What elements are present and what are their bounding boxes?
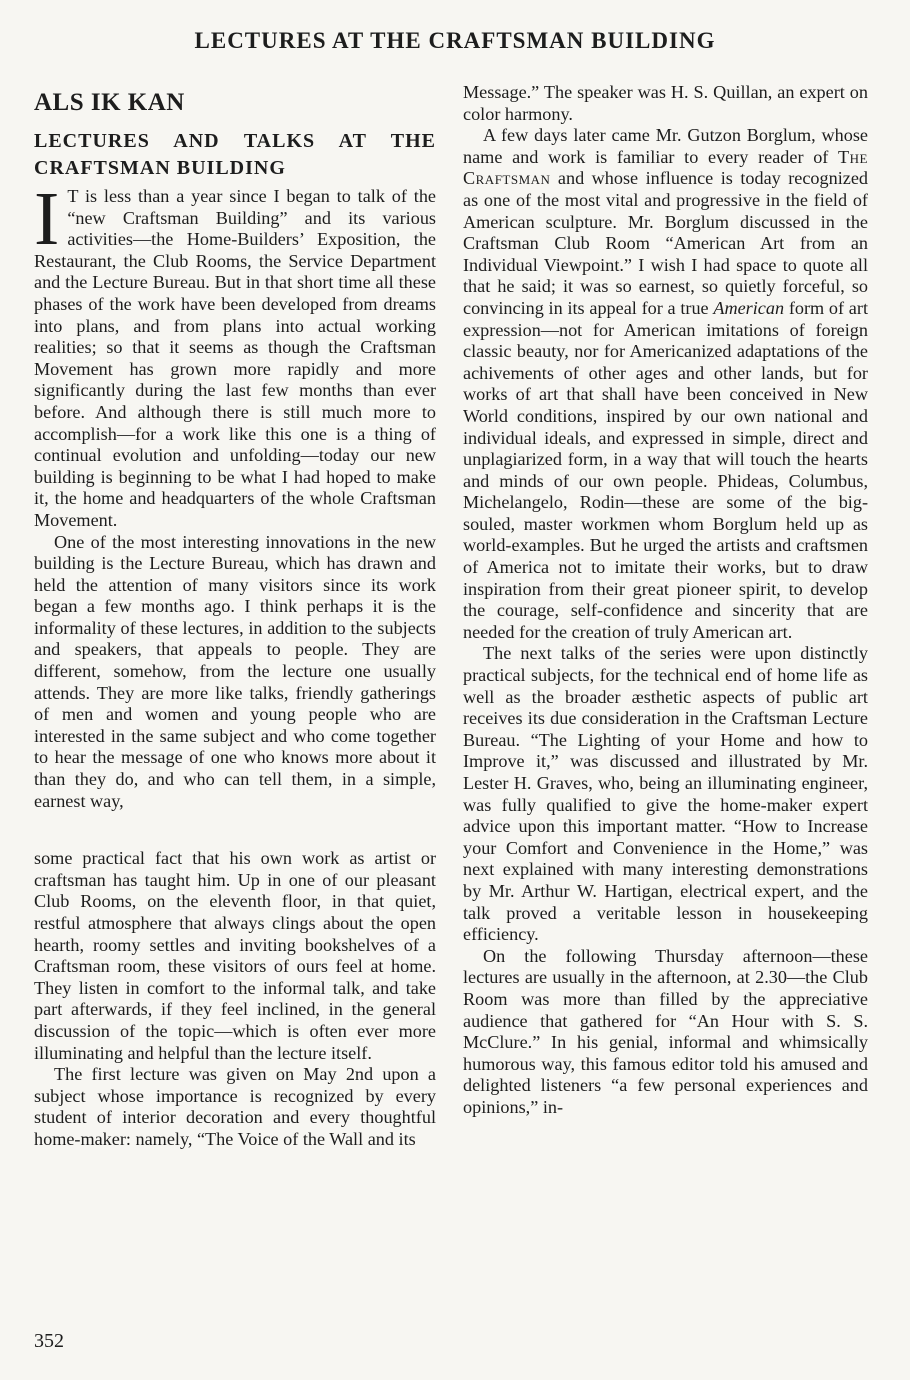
left-column (34, 82, 436, 1151)
article-title: LECTURES AND TALKS AT THE CRAFTSMAN BUILDING (34, 130, 436, 179)
paragraph-1-text: T is less than a year since I began to talk of the “new Craftsman Building” and its various activities—the Home-Builders’ Exposition, the Restaurant, the Club Rooms, the Service Department and the Lecture Bureau. But in that short time all these phases of the work have been developed from dreams into plans, and from plans into actual working realities; so that it seems as though the Craftsman Movement has grown more rapidly and more significantly during the last few months than ever before. And although there is still much more to accomplish—for a work like this one is a thing of continual evolution and unfolding—today our new building is beginning to be what I had hoped to make it, the home and headquarters of the whole Craftsman Movement. (34, 186, 436, 530)
drop-cap: I (34, 177, 60, 261)
paragraph-7: The next talks of the series were upon distinctly practical subjects, for the technical end of home life as well as the broader æsthetic aspects of public art receives its due consideration in the Craftsman Lecture Bureau. “The Lighting of your Home and how to Improve it,” was discussed and illustrated by Mr. Lester H. Graves, who, being an illuminating engineer, was fully qualified to give the home-maker expert advice upon this important matter. “How to Increase your Comfort and Convenience in the Home,” was next explained with many interesting demonstrations by Mr. Arthur W. Hartigan, electrical expert, and the talk proved a veritable lesson in housekeeping efficiency. (463, 643, 868, 945)
paragraph-3: some practical fact that his own work as artist or craftsman has taught him. Up in one of our pleasant Club Rooms, on the eleventh floor, in that quiet, restful atmosphere that always clings about the open hearth, roomy settles and inviting bookshelves of a Craftsman room, these visitors of ours feel at home. They listen in comfort to the informal talk, and take part afterwards, if they feel inclined, in the general discussion of the topic—which is often ever more illuminating and helpful than the lecture itself. (34, 848, 436, 1063)
paragraph-8: On the following Thursday afternoon—these lectures are usually in the afternoon, at 2.30—the Club Room was more than filled by the appreciative audience that gathered for “An Hour with S. S. McClure.” In his genial, informal and whimsically humorous way, this famous editor told his amused and delighted listeners “a few personal experiences and opinions,” in- (463, 945, 868, 1117)
paragraph-6 (463, 125, 868, 643)
article-kicker: ALS IK KAN (34, 89, 185, 116)
paragraph-1 (34, 177, 436, 532)
page-number: 352 (34, 1330, 64, 1352)
paragraph-6-part-b: and whose influence is today recognized as one of the most vital and progressive in the field of American sculpture. Mr. Borglum discussed in the Craftsman Club Room “American Art from an Individual Viewpoint.” I wish I had space to quote all that he said; it was so earnest, so quietly forceful, so convincing in its appeal for a true (463, 168, 868, 318)
paragraph-6-part-a: A few days later came Mr. Gutzon Borglum, whose name and work is familiar to every reader of (463, 125, 868, 167)
paragraph-2: One of the most interesting innovations in the new building is the Lecture Bureau, which has drawn and held the attention of many visitors since its work began a few months ago. I think perhaps it is the informality of these lectures, in addition to the subjects and speakers, that appeals to people. They are different, somehow, from the lecture one usually attends. They are more like talks, friendly gatherings of men and women and young people who are interested in the same subject and who come together to hear the message of one who knows more about it than they do, and who can tell them, in a simple, earnest way, (34, 531, 436, 811)
paragraph-4: The first lecture was given on May 2nd upon a subject whose importance is recognized by every student of interior decoration and every thoughtful home-maker: namely, “The Voice of the Wall and its (34, 1064, 436, 1149)
paragraph-5: Message.” The speaker was H. S. Quillan, an expert on color harmony. (463, 82, 868, 124)
running-head: LECTURES AT THE CRAFTSMAN BUILDING (194, 28, 716, 53)
emphasis-american: American (713, 297, 785, 318)
magazine-name: The Craftsman (463, 146, 868, 189)
right-column (463, 82, 868, 1119)
paragraph-6-part-c: form of art expression—not for American imitations of foreign classic beauty, nor for Americanized adaptations of the achivements of other ages and other lands, but for works of art that shall have been conceived in New World conditions, inspired by our own national and individual ideals, and expressed in simple, direct and unplagiarized form, in a way that will touch the hearts and minds of our own people. Phideas, Columbus, Michelangelo, Rodin—these are some of the big-souled, master workmen whom Borglum held up as world-examples. But he urged the artists and craftsmen of America not to imitate their works, but to draw inspiration from their great pioneer spirit, to develop the courage, self-confidence and sincerity that are needed for the creation of truly American art. (463, 297, 868, 642)
column-gap (34, 812, 436, 848)
